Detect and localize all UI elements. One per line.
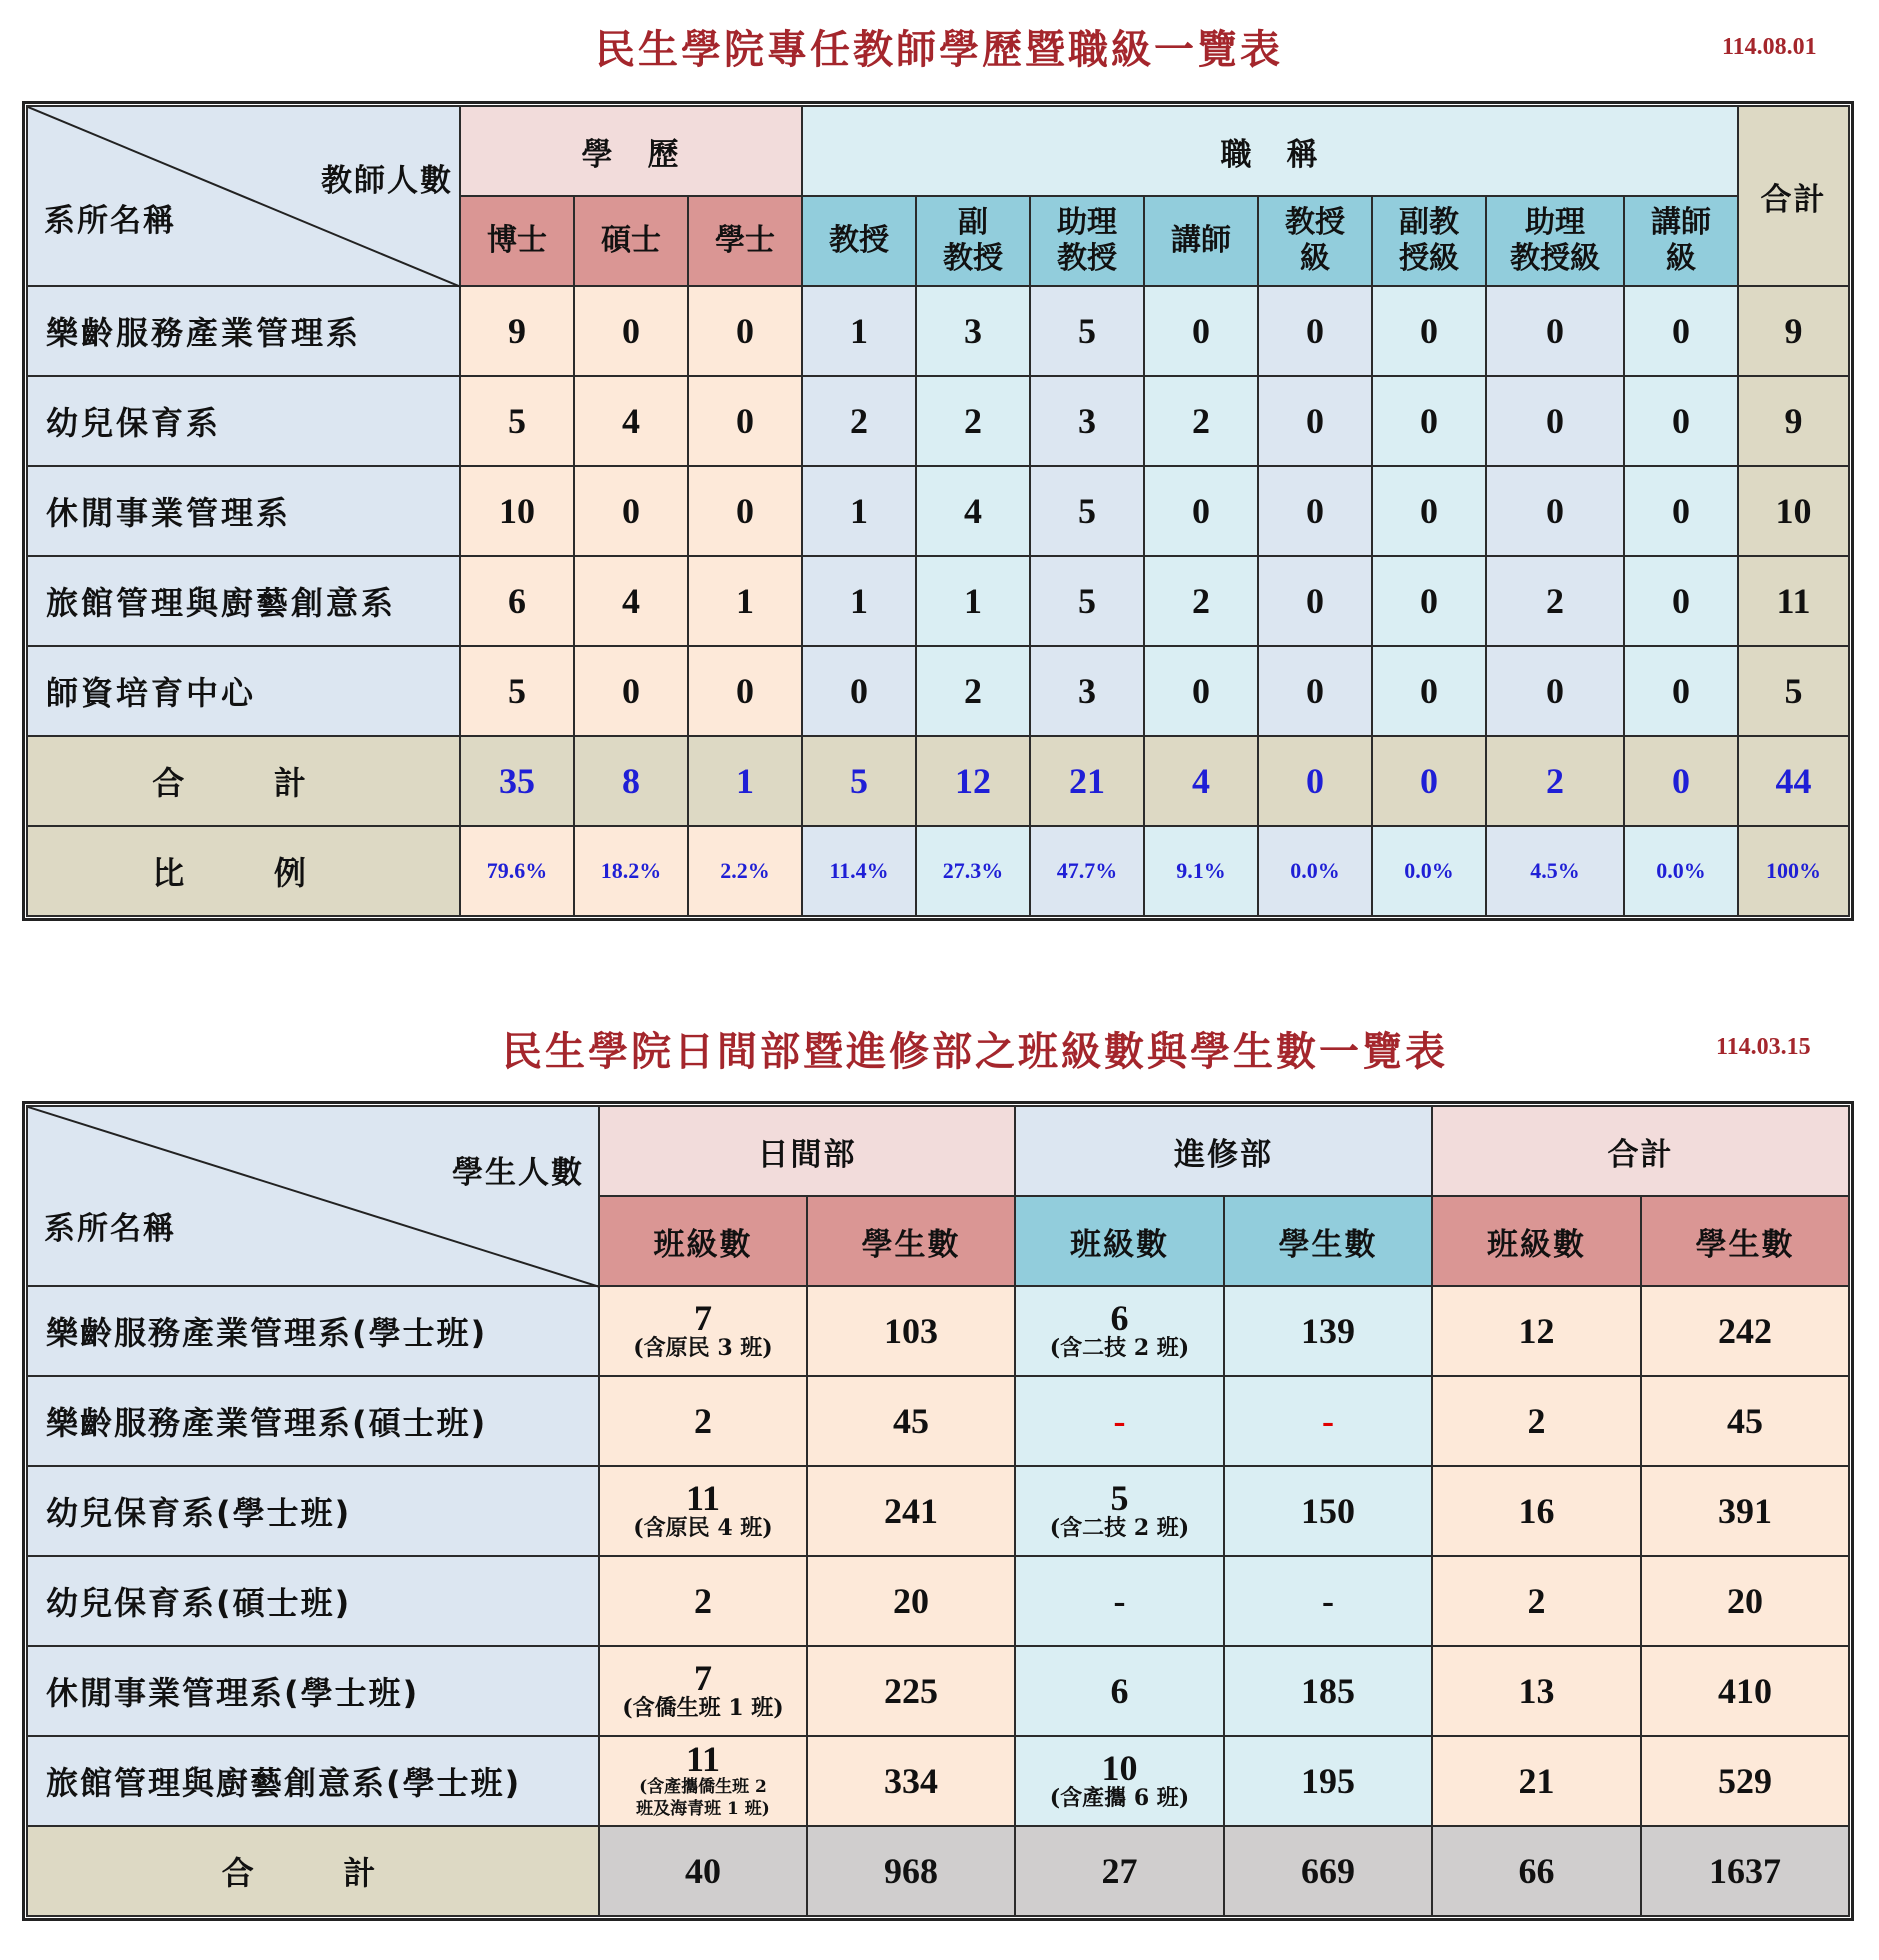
evening-student-count: 150	[1224, 1466, 1432, 1556]
count-cell: 0	[1258, 376, 1372, 466]
evening-class-count: 5	[1110, 1478, 1129, 1518]
day-class-count-cell	[599, 1646, 807, 1736]
corner-header-2	[27, 1106, 599, 1286]
education-group-header: 學 歷	[460, 106, 802, 196]
count-cell: 0	[1624, 376, 1738, 466]
total-cell: 0	[1258, 736, 1372, 826]
count-cell: 9	[460, 286, 574, 376]
count-cell: 1	[802, 556, 916, 646]
position-col-header-line: 教授級	[1510, 241, 1601, 276]
position-col-header	[1144, 196, 1258, 286]
edu-col-header: 學士	[688, 196, 802, 286]
day-student-count: 103	[807, 1286, 1015, 1376]
evening-class-count-cell	[1015, 1736, 1224, 1826]
evening-student-count: -	[1224, 1556, 1432, 1646]
table-row	[27, 286, 1849, 376]
evening-student-count: 185	[1224, 1646, 1432, 1736]
total-cell: 8	[574, 736, 688, 826]
position-col-header-line: 助理	[1525, 205, 1586, 240]
count-cell: 1	[802, 466, 916, 556]
day-class-count: 7	[694, 1658, 712, 1698]
total-row-label: 合 計	[27, 1826, 599, 1916]
table2-title: 民生學院日間部暨進修部之班級數與學生數一覽表	[502, 1028, 1448, 1075]
evening-class-count: 6	[1110, 1298, 1129, 1338]
ratio-cell: 2.2%	[688, 826, 802, 916]
department-name: 幼兒保育系	[27, 376, 460, 466]
corner-bottom-label: 系所名稱	[44, 203, 176, 239]
day-class-note: (含僑生班 1 班)	[622, 1695, 784, 1721]
sub-col-header: 學生數	[807, 1196, 1015, 1286]
count-cell: 2	[916, 376, 1030, 466]
total-header: 合計	[1738, 106, 1849, 286]
total-student-count: 410	[1641, 1646, 1849, 1736]
table-row	[27, 1286, 1849, 1376]
table-row	[27, 1376, 1849, 1466]
position-col-header-line: 級	[1666, 241, 1697, 276]
evening-class-count-cell	[1015, 1466, 1224, 1556]
count-cell: 2	[1144, 556, 1258, 646]
position-col-header-line: 教授	[829, 223, 890, 258]
table-row	[27, 1646, 1849, 1736]
count-cell: 3	[1030, 376, 1144, 466]
count-cell: 0	[1624, 646, 1738, 736]
table1-title: 民生學院專任教師學歷暨職級一覽表	[595, 26, 1283, 73]
corner-top-label-2: 學生人數	[452, 1155, 584, 1191]
evening-class-count-cell	[1015, 1556, 1224, 1646]
position-col-header	[1624, 196, 1738, 286]
department-name: 樂齡服務產業管理系	[27, 286, 460, 376]
count-cell: 0	[1372, 376, 1486, 466]
day-class-note: (含原民 3 班)	[633, 1335, 773, 1361]
count-cell: 0	[1624, 466, 1738, 556]
program-name: 幼兒保育系(碩士班)	[27, 1556, 599, 1646]
count-cell: 0	[1372, 286, 1486, 376]
day-student-count: 241	[807, 1466, 1015, 1556]
total-cell: 35	[460, 736, 574, 826]
table1-date: 114.08.01	[1722, 34, 1817, 60]
table-row	[27, 466, 1849, 556]
count-cell: 0	[574, 646, 688, 736]
count-cell: 2	[1144, 376, 1258, 466]
count-cell: 2	[916, 646, 1030, 736]
total-cell: 0	[1624, 736, 1738, 826]
total-student-count: 242	[1641, 1286, 1849, 1376]
position-col-header-line: 講師	[1651, 205, 1712, 240]
count-cell: 2	[1486, 556, 1624, 646]
ratio-cell: 0.0%	[1258, 826, 1372, 916]
day-student-count: 45	[807, 1376, 1015, 1466]
count-cell: 0	[1486, 376, 1624, 466]
total-cell: 5	[802, 736, 916, 826]
program-name: 旅館管理與廚藝創意系(學士班)	[27, 1736, 599, 1826]
day-class-count-cell	[599, 1736, 807, 1826]
count-cell: 0	[1258, 646, 1372, 736]
total-student-count: 529	[1641, 1736, 1849, 1826]
count-cell: 1	[688, 556, 802, 646]
count-cell: 0	[1372, 556, 1486, 646]
count-cell: 5	[1030, 466, 1144, 556]
count-cell: 0	[1486, 286, 1624, 376]
total-class-count: 13	[1432, 1646, 1641, 1736]
position-col-header-line: 教授	[943, 241, 1004, 276]
ratio-cell: 9.1%	[1144, 826, 1258, 916]
count-cell: 0	[688, 286, 802, 376]
count-cell: 0	[688, 646, 802, 736]
program-name: 幼兒保育系(學士班)	[27, 1466, 599, 1556]
edu-col-header: 博士	[460, 196, 574, 286]
day-student-count: 20	[807, 1556, 1015, 1646]
count-cell: 0	[1624, 556, 1738, 646]
total-cell: 66	[1432, 1826, 1641, 1916]
ratio-cell: 4.5%	[1486, 826, 1624, 916]
count-cell: 1	[916, 556, 1030, 646]
day-student-count: 334	[807, 1736, 1015, 1826]
sub-col-header: 學生數	[1641, 1196, 1849, 1286]
day-class-count: 2	[694, 1581, 712, 1621]
count-cell: 0	[1144, 646, 1258, 736]
total-cell: 4	[1144, 736, 1258, 826]
position-col-header-line: 助理	[1057, 205, 1118, 240]
count-cell: 3	[916, 286, 1030, 376]
faculty-table	[26, 105, 1850, 917]
position-col-header	[1372, 196, 1486, 286]
position-col-header-line: 級	[1300, 241, 1331, 276]
evening-class-note: (含產攜 6 班)	[1049, 1785, 1190, 1811]
total-cell: 21	[1030, 736, 1144, 826]
total-cell: 0	[1372, 736, 1486, 826]
total-row-label: 合 計	[27, 736, 460, 826]
count-cell: 5	[460, 646, 574, 736]
count-cell: 11	[1738, 556, 1849, 646]
total-cell: 669	[1224, 1826, 1432, 1916]
day-class-count: 11	[685, 1478, 720, 1518]
ratio-cell: 0.0%	[1372, 826, 1486, 916]
position-group-header: 職 稱	[802, 106, 1738, 196]
total-row	[27, 1826, 1849, 1916]
position-col-header-line: 講師	[1171, 223, 1232, 258]
total-class-count: 12	[1432, 1286, 1641, 1376]
evening-class-count: 6	[1110, 1671, 1129, 1711]
count-cell: 4	[574, 376, 688, 466]
total-group-header: 合計	[1432, 1106, 1849, 1196]
total-cell: 2	[1486, 736, 1624, 826]
count-cell: 0	[1486, 646, 1624, 736]
evening-class-count-cell	[1015, 1646, 1224, 1736]
count-cell: 9	[1738, 376, 1849, 466]
table-row	[27, 1466, 1849, 1556]
ratio-cell: 0.0%	[1624, 826, 1738, 916]
day-class-count: 2	[694, 1401, 712, 1441]
table2-date: 114.03.15	[1716, 1034, 1811, 1060]
count-cell: 4	[574, 556, 688, 646]
total-student-count: 391	[1641, 1466, 1849, 1556]
ratio-cell: 100%	[1738, 826, 1849, 916]
sub-col-header: 學生數	[1224, 1196, 1432, 1286]
count-cell: 0	[802, 646, 916, 736]
total-class-count: 2	[1432, 1556, 1641, 1646]
count-cell: 2	[802, 376, 916, 466]
corner-bottom-label-2: 系所名稱	[44, 1211, 176, 1247]
sub-col-header: 班級數	[599, 1196, 807, 1286]
count-cell: 6	[460, 556, 574, 646]
evening-division-header: 進修部	[1015, 1106, 1432, 1196]
total-class-count: 16	[1432, 1466, 1641, 1556]
count-cell: 9	[1738, 286, 1849, 376]
count-cell: 10	[1738, 466, 1849, 556]
count-cell: 0	[1258, 466, 1372, 556]
department-name: 休閒事業管理系	[27, 466, 460, 556]
count-cell: 0	[1372, 466, 1486, 556]
count-cell: 0	[1258, 556, 1372, 646]
count-cell: 3	[1030, 646, 1144, 736]
total-cell: 968	[807, 1826, 1015, 1916]
day-class-count-cell	[599, 1556, 807, 1646]
position-col-header	[916, 196, 1030, 286]
count-cell: 4	[916, 466, 1030, 556]
sub-col-header: 班級數	[1432, 1196, 1641, 1286]
program-name: 休閒事業管理系(學士班)	[27, 1646, 599, 1736]
evening-class-count-cell	[1015, 1376, 1224, 1466]
department-name: 旅館管理與廚藝創意系	[27, 556, 460, 646]
total-cell: 1637	[1641, 1826, 1849, 1916]
evening-student-count: -	[1224, 1376, 1432, 1466]
count-cell: 0	[688, 466, 802, 556]
table-row	[27, 556, 1849, 646]
ratio-row-label: 比 例	[27, 826, 460, 916]
evening-class-count: -	[1113, 1401, 1126, 1441]
sub-col-header: 班級數	[1015, 1196, 1224, 1286]
position-col-header-line: 副	[958, 205, 989, 240]
corner-top-label: 教師人數	[321, 163, 453, 199]
evening-class-note: (含二技 2 班)	[1049, 1335, 1190, 1361]
total-cell: 44	[1738, 736, 1849, 826]
total-cell: 12	[916, 736, 1030, 826]
count-cell: 0	[574, 286, 688, 376]
count-cell: 0	[1144, 286, 1258, 376]
ratio-cell: 79.6%	[460, 826, 574, 916]
count-cell: 5	[1030, 286, 1144, 376]
table-row	[27, 376, 1849, 466]
count-cell: 5	[1030, 556, 1144, 646]
total-class-count: 21	[1432, 1736, 1641, 1826]
evening-student-count: 195	[1224, 1736, 1432, 1826]
count-cell: 0	[1486, 466, 1624, 556]
day-class-count-cell	[599, 1466, 807, 1556]
count-cell: 0	[1372, 646, 1486, 736]
table-row	[27, 1556, 1849, 1646]
day-class-count: 11	[685, 1739, 720, 1779]
program-name: 樂齡服務產業管理系(學士班)	[27, 1286, 599, 1376]
position-col-header-line: 副教	[1399, 205, 1460, 240]
day-division-header: 日間部	[599, 1106, 1015, 1196]
evening-class-note: (含二技 2 班)	[1049, 1515, 1190, 1541]
count-cell: 0	[1258, 286, 1372, 376]
count-cell: 0	[574, 466, 688, 556]
day-class-note-line2: 班及海青班 1 班)	[636, 1799, 770, 1819]
total-student-count: 20	[1641, 1556, 1849, 1646]
evening-class-count: 10	[1101, 1748, 1138, 1788]
count-cell: 0	[688, 376, 802, 466]
evening-class-count-cell	[1015, 1286, 1224, 1376]
count-cell: 0	[1624, 286, 1738, 376]
ratio-cell: 27.3%	[916, 826, 1030, 916]
corner-header	[27, 106, 460, 286]
evening-student-count: 139	[1224, 1286, 1432, 1376]
table-row	[27, 646, 1849, 736]
department-name: 師資培育中心	[27, 646, 460, 736]
diagonal-line-2	[28, 1107, 600, 1289]
position-col-header	[1486, 196, 1624, 286]
ratio-row	[27, 826, 1849, 916]
ratio-cell: 47.7%	[1030, 826, 1144, 916]
day-class-count: 7	[694, 1298, 712, 1338]
day-class-count-cell	[599, 1286, 807, 1376]
table-row	[27, 1736, 1849, 1826]
total-cell: 27	[1015, 1826, 1224, 1916]
position-col-header-line: 教授	[1057, 241, 1118, 276]
total-cell: 1	[688, 736, 802, 826]
program-name: 樂齡服務產業管理系(碩士班)	[27, 1376, 599, 1466]
total-cell: 40	[599, 1826, 807, 1916]
count-cell: 10	[460, 466, 574, 556]
position-col-header	[802, 196, 916, 286]
total-class-count: 2	[1432, 1376, 1641, 1466]
day-student-count: 225	[807, 1646, 1015, 1736]
count-cell: 1	[802, 286, 916, 376]
count-cell: 5	[460, 376, 574, 466]
ratio-cell: 18.2%	[574, 826, 688, 916]
total-student-count: 45	[1641, 1376, 1849, 1466]
position-col-header	[1258, 196, 1372, 286]
count-cell: 5	[1738, 646, 1849, 736]
day-class-count-cell	[599, 1376, 807, 1466]
position-col-header-line: 授級	[1399, 241, 1460, 276]
ratio-cell: 11.4%	[802, 826, 916, 916]
position-col-header-line: 教授	[1285, 205, 1346, 240]
count-cell: 0	[1144, 466, 1258, 556]
day-class-note-line1: (含產攜僑生班 2	[639, 1777, 767, 1797]
day-class-note: (含原民 4 班)	[633, 1515, 773, 1541]
class-student-table	[26, 1105, 1850, 1917]
total-row	[27, 736, 1849, 826]
edu-col-header: 碩士	[574, 196, 688, 286]
evening-class-count: -	[1113, 1581, 1126, 1621]
position-col-header	[1030, 196, 1144, 286]
